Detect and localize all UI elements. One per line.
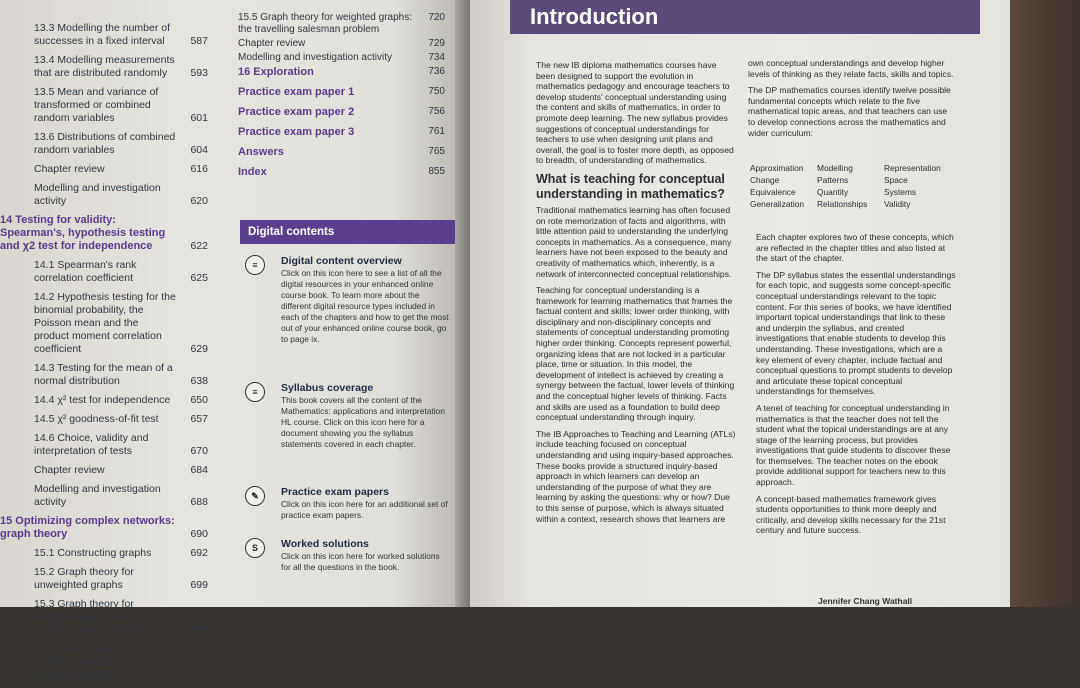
toc-entry[interactable] bbox=[238, 38, 453, 50]
intro-paragraph: The new IB diploma mathematics courses have been designed to support the evolution in mathematics pedagogy and encourage teachers to develop students' conceptual understanding using the content and skills of mathematics, in order to promote deep learning. The new syllabus provides suggestions of conceptual understandings for teachers to use when designing unit plans and overall, the goal is to foster more depth, as opposed to breadth, of understanding of mathematics. bbox=[536, 60, 734, 166]
toc-column-left bbox=[0, 22, 220, 688]
toc-entry[interactable] bbox=[0, 643, 220, 682]
toc-entry-page: 587 bbox=[190, 35, 208, 47]
concepts-row bbox=[750, 186, 950, 198]
concept-label: Systems bbox=[884, 187, 917, 197]
toc-entry-page: 729 bbox=[428, 38, 445, 49]
intro-paragraph: A concept-based mathematics framework gives students opportunities to think more deeply and critically, and develop skills necessary for the 21st century and future success. bbox=[756, 493, 946, 536]
toc-entry-page: 629 bbox=[190, 343, 208, 355]
toc-entry[interactable] bbox=[0, 54, 220, 80]
syllabus-icon[interactable]: ≡ bbox=[245, 382, 265, 402]
toc-entry-title: 15.2 Graph theory for unweighted graphs bbox=[34, 566, 134, 591]
toc-entry[interactable] bbox=[0, 362, 220, 388]
toc-entry-title: 13.3 Modelling the number of successes in a fixed interval bbox=[34, 22, 171, 47]
contents-page bbox=[0, 0, 462, 681]
intro-paragraph: own conceptual understandings and develop higher levels of thinking as they relate facts, skills and topics. bbox=[748, 58, 954, 79]
toc-entry-title: Practice exam paper 3 bbox=[238, 126, 355, 138]
toc-entry-title: 14.5 χ² goodness-of-fit test bbox=[34, 413, 159, 425]
digital-item-title: Syllabus coverage bbox=[281, 382, 374, 394]
toc-entry-page: 622 bbox=[190, 240, 208, 252]
concepts-row bbox=[750, 198, 950, 210]
toc-entry-title: 15.4 Graph theory for weighted graphs: the Chinese postman problem bbox=[34, 643, 173, 681]
concept-label: Validity bbox=[884, 199, 911, 209]
toc-entry[interactable] bbox=[0, 483, 220, 509]
toc-entry[interactable] bbox=[0, 291, 220, 356]
toc-entry-page: 620 bbox=[190, 195, 208, 207]
intro-column-1 bbox=[536, 60, 736, 530]
toc-entry-page: 765 bbox=[428, 146, 445, 157]
concept-label: Generalization bbox=[750, 199, 805, 209]
toc-entry[interactable] bbox=[0, 394, 220, 407]
toc-entry-title: 15.5 Graph theory for weighted graphs: the travelling salesman problem bbox=[238, 12, 412, 35]
concept-label: Change bbox=[750, 175, 780, 185]
toc-entry-page: 734 bbox=[428, 52, 445, 63]
toc-entry-page: 692 bbox=[190, 547, 208, 559]
toc-entry[interactable] bbox=[238, 106, 453, 119]
toc-entry-title: 15.1 Constructing graphs bbox=[34, 547, 152, 559]
intro-paragraph: The DP syllabus states the essential understandings for each topic, and suggests some concept-specific conceptual understandings relevant to the topic content. For this series of books, we have identified important topical understandings that link to these and underpin the syllabus, and created investigations that enable students to develop this understanding. These investigations, which are a key element of every chapter, include factual and conceptual questions to prompt students to develop and articulate these topical conceptual understandings for themselves. bbox=[756, 269, 956, 397]
concept-label: Approximation bbox=[750, 163, 804, 173]
toc-entry-page: 855 bbox=[428, 166, 445, 177]
concept-label: Representation bbox=[884, 163, 941, 173]
toc-entry-title: Chapter review bbox=[34, 464, 105, 476]
toc-entry[interactable] bbox=[0, 259, 220, 285]
concept-label: Relationships bbox=[817, 199, 868, 209]
concepts-row bbox=[750, 174, 950, 186]
concept-label: Modelling bbox=[817, 163, 853, 173]
toc-entry[interactable] bbox=[238, 146, 453, 159]
toc-entry[interactable] bbox=[238, 66, 453, 79]
toc-entry-title: 15.3 Graph theory for weighted graphs: the minimum spanning tree bbox=[34, 598, 144, 636]
digital-item-exam-papers[interactable] bbox=[245, 486, 450, 521]
toc-entry-page: 616 bbox=[190, 163, 208, 175]
digital-item-title: Worked solutions bbox=[281, 538, 369, 550]
toc-entry-title: Index bbox=[238, 166, 267, 178]
toc-entry[interactable] bbox=[0, 566, 220, 592]
toc-entry-title: 14.1 Spearman's rank correlation coefficient bbox=[34, 259, 137, 284]
toc-entry-title: Modelling and investigation activity bbox=[34, 182, 161, 207]
toc-entry[interactable] bbox=[0, 86, 220, 125]
toc-entry[interactable] bbox=[0, 163, 220, 176]
digital-item-worked-solutions[interactable] bbox=[245, 538, 450, 573]
digital-contents-heading: Digital contents bbox=[240, 220, 455, 244]
toc-entry[interactable] bbox=[238, 166, 453, 179]
digital-item-text: Click on this icon here for worked solutions for all the questions in the book. bbox=[281, 551, 440, 572]
toc-entry-page: 601 bbox=[190, 112, 208, 124]
toc-entry-page: 650 bbox=[190, 394, 208, 406]
toc-entry[interactable] bbox=[0, 413, 220, 426]
toc-entry-title: 14 Testing for validity: Spearman's, hypothesis testing and χ2 test for independence bbox=[0, 214, 166, 252]
toc-entry[interactable] bbox=[238, 52, 453, 64]
toc-entry-page: 756 bbox=[428, 106, 445, 117]
section-heading: What is teaching for conceptual understanding in mathematics? bbox=[536, 171, 725, 201]
toc-entry-title: 14.2 Hypothesis testing for the binomial probability, the Poisson mean and the product moment correlation coefficient bbox=[34, 291, 176, 355]
toc-entry[interactable] bbox=[0, 464, 220, 477]
toc-entry-page: 761 bbox=[428, 126, 445, 137]
intro-paragraph: The DP mathematics courses identify twelve possible fundamental concepts which relate to the five mathematical topic areas, and that teachers can use to develop connections across the mathematics and wider curriculum: bbox=[748, 85, 951, 138]
intro-paragraph: A tenet of teaching for conceptual understanding in mathematics is that the teacher does not tell the student what the topical understandings are at any stage of the learning process, but provides investigations that guide students to discover these for themselves. The teacher notes on the ebook provide additional support for teachers new to this approach. bbox=[756, 402, 951, 488]
intro-paragraph: The IB Approaches to Teaching and Learning (ATLs) include teaching focused on conceptual understanding and using inquiry-based approaches. These books provide a structured inquiry-based approach in which learners can develop an understanding of the purpose of what they are learning by asking the questions: why or how? Due to this sense of purpose, which is always situated within a context, research shows that learners are bbox=[536, 428, 736, 524]
toc-entry-page: 750 bbox=[428, 86, 445, 97]
author-name: Jennifer Chang Wathall bbox=[818, 596, 913, 606]
toc-column-right bbox=[238, 12, 453, 186]
toc-entry-title: 14.6 Choice, validity and interpretation of tests bbox=[34, 432, 149, 457]
toc-entry[interactable] bbox=[0, 598, 220, 637]
toc-entry-page: 593 bbox=[190, 67, 208, 79]
intro-column-2-bottom bbox=[756, 232, 956, 542]
toc-entry-title: 13.6 Distributions of combined random variables bbox=[34, 131, 176, 156]
toc-entry[interactable] bbox=[0, 214, 220, 253]
toc-entry[interactable] bbox=[0, 182, 220, 208]
toc-entry-page: 657 bbox=[190, 413, 208, 425]
concept-label: Equivalence bbox=[750, 187, 796, 197]
digital-item-text: Click on this icon here to see a list of all the digital resources in your enhanced online course book. To learn more about the different digital resource types included in each of the chapters and how to get the most out of your enhanced online course book, go to page ix. bbox=[281, 268, 449, 344]
document-icon[interactable]: ≡ bbox=[245, 255, 265, 275]
toc-entry-title: 13.5 Mean and variance of transformed or combined random variables bbox=[34, 86, 159, 124]
toc-entry-page: 684 bbox=[190, 464, 208, 476]
digital-item-syllabus[interactable] bbox=[245, 382, 450, 450]
toc-entry-title: Chapter review bbox=[238, 38, 306, 49]
toc-entry[interactable] bbox=[0, 131, 220, 157]
toc-entry-page: 699 bbox=[190, 579, 208, 591]
toc-entry-title: Modelling and investigation activity bbox=[238, 52, 392, 63]
toc-entry-page: 638 bbox=[190, 375, 208, 387]
toc-entry-page: 625 bbox=[190, 272, 208, 284]
toc-entry-title: 14.4 χ² test for independence bbox=[34, 394, 171, 406]
concepts-table bbox=[750, 162, 950, 210]
pencil-icon[interactable]: ✎ bbox=[245, 486, 265, 506]
toc-entry[interactable] bbox=[0, 515, 220, 541]
page-title: Introduction bbox=[530, 4, 659, 29]
toc-entry-title: 15 Optimizing complex networks: graph theory bbox=[0, 515, 175, 540]
toc-entry-page: 688 bbox=[190, 496, 208, 508]
toc-entry-title: Practice exam paper 2 bbox=[238, 106, 355, 118]
concept-label: Patterns bbox=[817, 175, 849, 185]
toc-entry-title: 16 Exploration bbox=[238, 66, 314, 78]
concept-label: Space bbox=[884, 175, 908, 185]
digital-item-text: This book covers all the content of the Mathematics: applications and interpretation HL course. Click on this icon here for a document showing you the syllabus statements covered in each chapter. bbox=[281, 395, 445, 449]
toc-entry-title: 13.4 Modelling measurements that are distributed randomly bbox=[34, 54, 175, 79]
toc-entry-page: 736 bbox=[428, 66, 445, 77]
concepts-row bbox=[750, 162, 950, 174]
toc-entry-page: 708 bbox=[190, 624, 208, 636]
toc-entry[interactable] bbox=[238, 126, 453, 139]
table-surface bbox=[1010, 0, 1080, 607]
toc-entry-page: 604 bbox=[190, 144, 208, 156]
intro-paragraph: Each chapter explores two of these concepts, which are reflected in the chapter titles and also listed at the start of the chapter. bbox=[756, 232, 954, 264]
toc-entry-title: Practice exam paper 1 bbox=[238, 86, 355, 98]
toc-entry-page: 714 bbox=[190, 669, 208, 681]
digital-item-text: Click on this icon here for an additional set of practice exam papers. bbox=[281, 499, 448, 520]
concept-label: Quantity bbox=[817, 187, 849, 197]
intro-paragraph: Teaching for conceptual understanding is a framework for learning mathematics that frames the factual content and skills; lower order thinking, with disciplinary and non-disciplinary concepts and statements of conceptual understanding promoting higher order thinking. Concepts represent powerful, organizing ideas that are not locked in a particular place, time or situation. In this model, the development of intellect is achieved by creating a synergy between the factual, lower levels of thinking and the conceptual higher levels of thinking. Facts and skills are used as a foundation to build deep conceptual understanding through inquiry. bbox=[536, 285, 735, 423]
toc-entry-page: 690 bbox=[190, 528, 208, 540]
toc-entry[interactable] bbox=[0, 432, 220, 458]
toc-entry-title: Modelling and investigation activity bbox=[34, 483, 161, 508]
digital-item-title: Practice exam papers bbox=[281, 486, 389, 498]
toc-entry-title: 14.3 Testing for the mean of a normal distribution bbox=[34, 362, 173, 387]
digital-item-overview[interactable] bbox=[245, 255, 450, 345]
solutions-icon[interactable]: S bbox=[245, 538, 265, 558]
toc-entry[interactable] bbox=[0, 547, 220, 560]
toc-entry-title: Chapter review bbox=[34, 163, 105, 175]
toc-entry[interactable] bbox=[238, 86, 453, 99]
toc-entry[interactable] bbox=[238, 12, 453, 36]
toc-entry-page: 720 bbox=[428, 12, 445, 23]
toc-entry-title: Answers bbox=[238, 146, 284, 158]
digital-item-title: Digital content overview bbox=[281, 255, 402, 267]
intro-paragraph: Traditional mathematics learning has often focused on rote memorization of facts and algorithms, with little attention paid to understanding the underlying concepts in mathematics. As a consequence, many learners have not been exposed to the beauty and creativity of mathematics which, inherently, is a network of interconnected conceptual relationships. bbox=[536, 204, 732, 279]
toc-entry-page: 670 bbox=[190, 445, 208, 457]
intro-column-2-top bbox=[748, 58, 954, 144]
toc-entry[interactable] bbox=[0, 22, 220, 48]
